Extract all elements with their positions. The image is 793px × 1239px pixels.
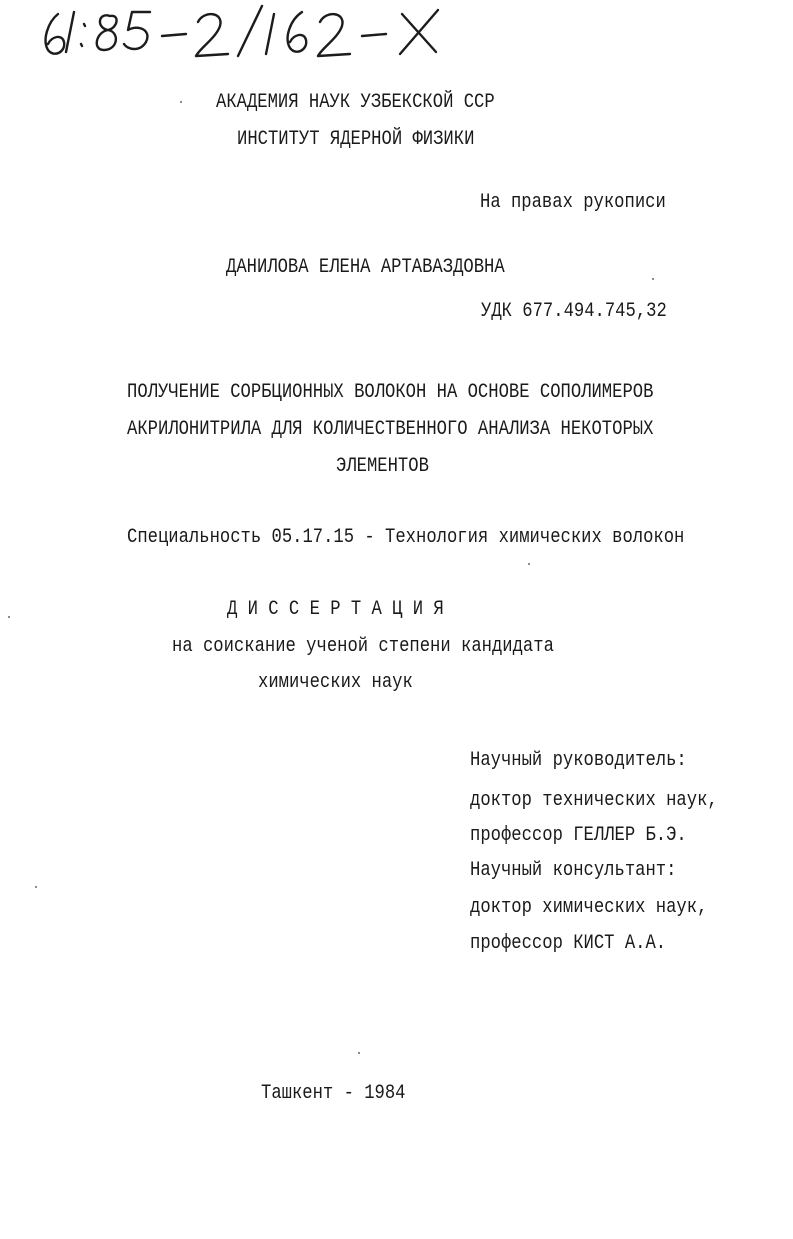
consultant-name: профессор КИСТ А.А.	[470, 932, 667, 955]
scan-speck	[180, 101, 182, 103]
manuscript-rights-note: На правах рукописи	[480, 191, 666, 214]
title-line-2: АКРИЛОНИТРИЛА ДЛЯ КОЛИЧЕСТВЕННОГО АНАЛИЗА НЕКОТОРЫХ	[127, 418, 654, 441]
handwritten-archive-code	[40, 0, 460, 64]
supervisor-name: профессор ГЕЛЛЕР Б.Э.	[470, 824, 687, 847]
dissertation-heading: Д И С С Е Р Т А Ц И Я	[227, 598, 444, 621]
specialty-line: Специальность 05.17.15 - Технология химических волокон	[127, 526, 685, 549]
title-line-1: ПОЛУЧЕНИЕ СОРБЦИОННЫХ ВОЛОКОН НА ОСНОВЕ СОПОЛИМЕРОВ	[127, 381, 654, 404]
place-and-year: Ташкент - 1984	[261, 1082, 406, 1105]
title-line-3: ЭЛЕМЕНТОВ	[336, 455, 429, 478]
author-name: ДАНИЛОВА ЕЛЕНА АРТАВАЗДОВНА	[226, 256, 505, 279]
degree-line-1: на соискание ученой степени кандидата	[172, 635, 554, 658]
consultant-label: Научный консультант:	[470, 859, 677, 882]
udc-code: УДК 677.494.745,32	[481, 300, 667, 323]
supervisor-label: Научный руководитель:	[470, 749, 687, 772]
scan-speck	[35, 886, 37, 888]
degree-line-2: химических наук	[258, 671, 413, 694]
scan-speck	[358, 1052, 360, 1054]
supervisor-degree: доктор технических наук,	[470, 789, 718, 812]
scan-speck	[8, 616, 10, 618]
academy-name: АКАДЕМИЯ НАУК УЗБЕКСКОЙ ССР	[216, 91, 495, 114]
institute-name: ИНСТИТУТ ЯДЕРНОЙ ФИЗИКИ	[237, 128, 475, 151]
scan-speck	[652, 278, 654, 280]
handwriting-drawing	[40, 0, 460, 64]
consultant-degree: доктор химических наук,	[470, 896, 708, 919]
scan-speck	[528, 563, 530, 565]
